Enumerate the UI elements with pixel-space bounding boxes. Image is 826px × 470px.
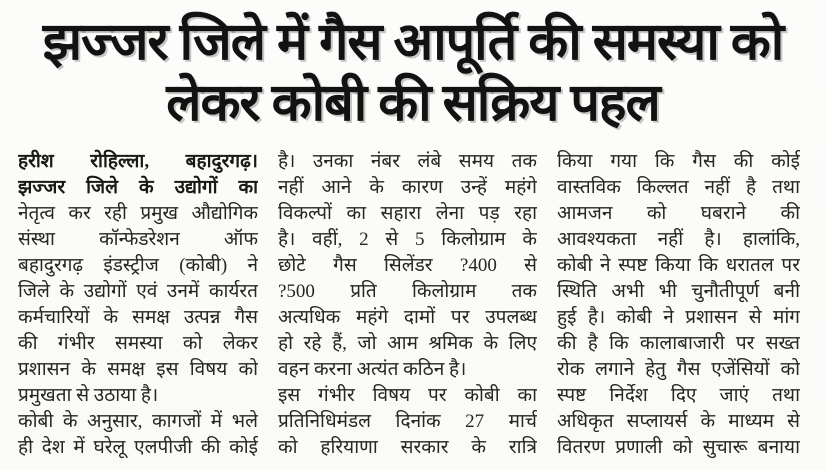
- body-line: बहादुरगढ़ इंडस्ट्रीज (कोबी) ने: [18, 255, 258, 276]
- body-line: आवश्यकता नहीं है। हालांकि,: [557, 229, 800, 250]
- body-line: की गंभीर समस्या को लेकर: [18, 333, 258, 354]
- article-column-1: [18, 149, 258, 461]
- body-line: है। वहीं, 2 से 5 किलोग्राम के: [278, 229, 537, 250]
- body-line: छोटे गैस सिलेंडर ?400 से: [278, 255, 537, 276]
- body-line: प्रशासन के समक्ष इस विषय को: [18, 359, 258, 380]
- body-line: प्रमुखता से उठाया है।: [18, 385, 159, 406]
- article-headline: [0, 0, 826, 134]
- body-line: विकल्पों का सहारा लेना पड़ रहा: [278, 203, 537, 224]
- body-line: वहन करना अत्यंत कठिन है।: [278, 359, 467, 380]
- body-line: हरीश रोहिल्ला, बहादुरगढ़।: [18, 151, 258, 172]
- article-body: [0, 134, 826, 461]
- body-line: कोबी ने स्पष्ट किया कि धरातल पर: [557, 255, 800, 276]
- body-line: झज्जर जिले के उद्योगों का: [18, 177, 258, 198]
- body-line: की है कि कालाबाजारी पर सख्त: [557, 333, 800, 354]
- body-line: संस्था कॉन्फेडरेशन ऑफ: [18, 229, 258, 250]
- body-line: प्रतिनिधिमंडल दिनांक 27 मार्च: [278, 411, 537, 432]
- body-line: इस गंभीर विषय पर कोबी का: [278, 385, 537, 406]
- body-line: को हरियाणा सरकार के रात्रि: [278, 437, 537, 458]
- body-line: कोबी के अनुसार, कागजों में भले: [18, 411, 258, 432]
- body-line: ?500 प्रति किलोग्राम तक: [278, 281, 537, 302]
- body-line: स्थिति अभी भी चुनौतीपूर्ण बनी: [557, 281, 800, 302]
- body-line: अत्यधिक महंगे दामों पर उपलब्ध: [278, 307, 537, 328]
- body-line: कर्मचारियों के समक्ष उत्पन्न गैस: [18, 307, 258, 328]
- body-line: है। उनका नंबर लंबे समय तक: [278, 151, 537, 172]
- body-line: स्पष्ट निर्देश दिए जाएं तथा: [557, 385, 800, 406]
- body-line: नहीं आने के कारण उन्हें महंगे: [278, 177, 537, 198]
- body-line: जिले के उद्योगों एवं उनमें कार्यरत: [18, 281, 258, 302]
- body-line: नेतृत्व कर रही प्रमुख औद्योगिक: [18, 203, 258, 224]
- body-line: हुई है। कोबी ने प्रशासन से मांग: [557, 307, 800, 328]
- body-line: ही देश में घरेलू एलपीजी की कोई: [18, 437, 258, 458]
- body-line: हो रहे हैं, जो आम श्रमिक के लिए: [278, 333, 537, 354]
- body-line: अधिकृत सप्लायर्स के माध्यम से: [557, 411, 800, 432]
- body-line: आमजन को घबराने की: [557, 203, 800, 224]
- body-line: किया गया कि गैस की कोई: [557, 151, 800, 172]
- body-line: वास्तविक किल्लत नहीं है तथा: [557, 177, 800, 198]
- article-column-2: [278, 149, 537, 461]
- body-line: वितरण प्रणाली को सुचारू बनाया: [557, 437, 800, 458]
- body-line: रोक लगाने हेतु गैस एजेंसियों को: [557, 359, 800, 380]
- headline-line-1: झज्जर जिले में गैस आपूर्ति की समस्या को: [42, 14, 784, 71]
- headline-line-2: लेकर कोबी की सक्रिय पहल: [166, 75, 660, 132]
- article-column-3: [557, 149, 800, 461]
